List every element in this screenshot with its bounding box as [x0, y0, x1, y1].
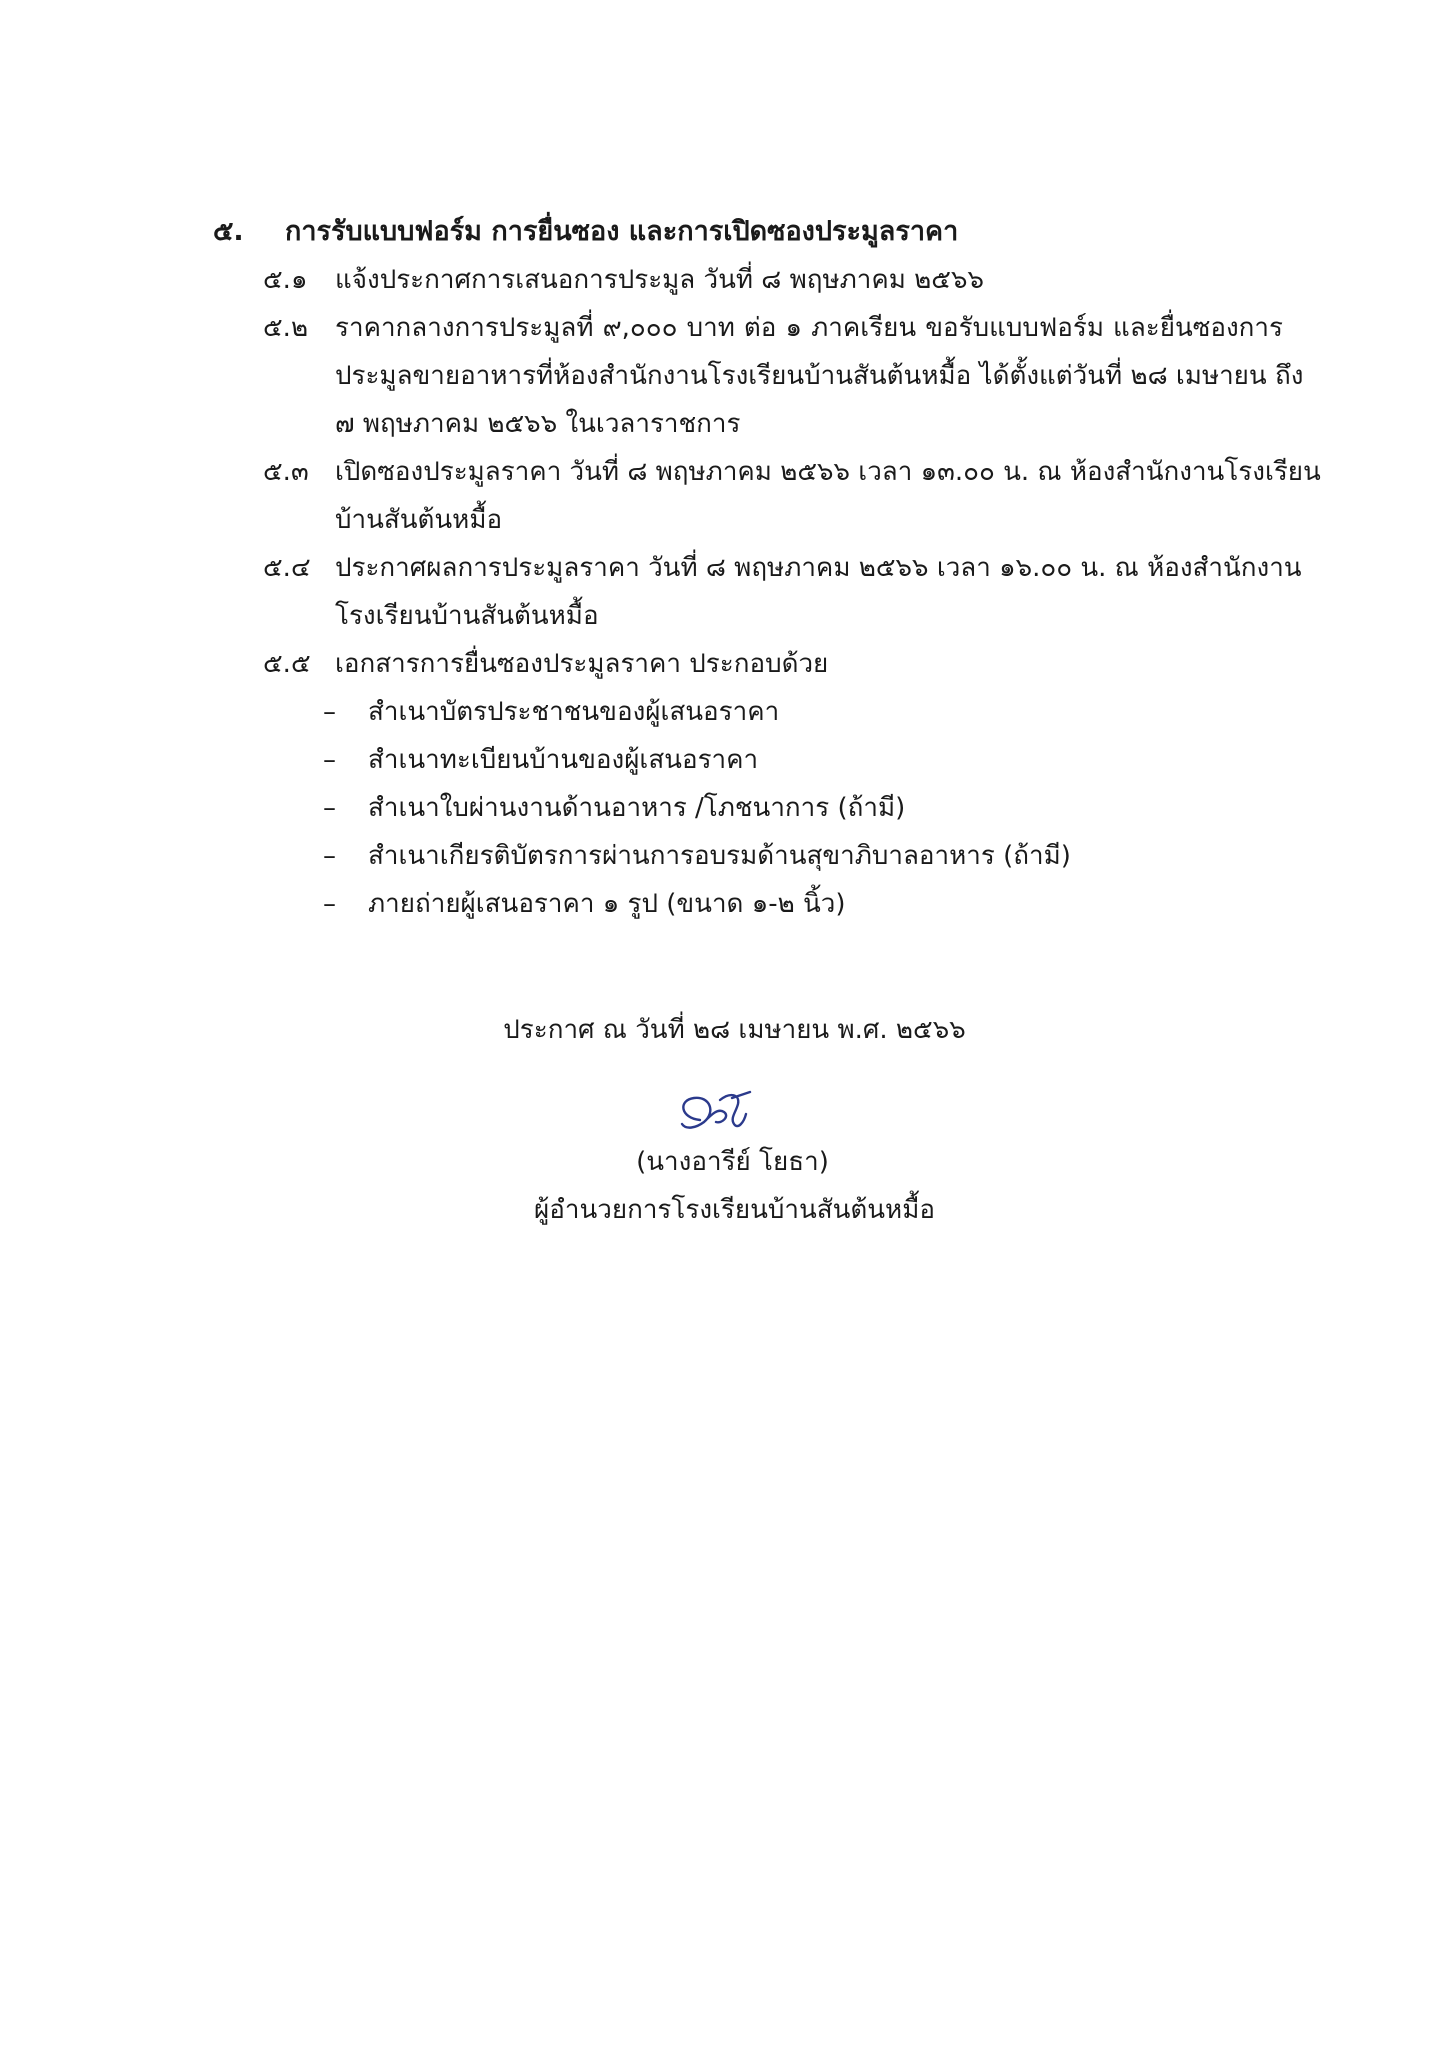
- item-line: ประกาศผลการประมูลราคา วันที่ ๘ พฤษภาคม ๒๕๖๖ เวลา ๑๖.๐๐ น. ณ ห้องสำนักงาน: [335, 553, 1302, 583]
- dash-icon: –: [323, 841, 336, 871]
- signatory-position: ผู้อำนวยการโรงเรียนบ้านสันต้นหมื้อ: [534, 1195, 935, 1225]
- item-5-2: [263, 304, 1304, 448]
- item-line: ๗ พฤษภาคม ๒๕๖๖ ในเวลาราชการ: [335, 409, 741, 439]
- list-item-text: สำเนาทะเบียนบ้านของผู้เสนอราคา: [368, 745, 759, 775]
- item-line: แจ้งประกาศการเสนอการประมูล วันที่ ๘ พฤษภาคม ๒๕๖๖: [335, 265, 984, 295]
- document-list: [323, 688, 1283, 928]
- item-line: บ้านสันต้นหมื้อ: [335, 505, 503, 535]
- section-number: ๕.: [213, 216, 244, 247]
- section-5: [213, 208, 1321, 928]
- list-item: [323, 832, 1283, 880]
- item-5-1: [263, 256, 1283, 304]
- dash-icon: –: [323, 697, 336, 727]
- list-item-text: สำเนาบัตรประชาชนของผู้เสนอราคา: [368, 697, 780, 727]
- item-number: ๕.๕: [263, 649, 311, 679]
- item-text: [335, 256, 1283, 304]
- item-line: เอกสารการยื่นซองประมูลราคา ประกอบด้วย: [335, 649, 829, 679]
- dash-icon: –: [323, 793, 336, 823]
- item-text: [335, 448, 1321, 544]
- list-item: [323, 784, 1283, 832]
- list-item: [323, 736, 1283, 784]
- item-text: [335, 640, 1283, 688]
- dash-icon: –: [323, 889, 336, 919]
- section-title: การรับแบบฟอร์ม การยื่นซอง และการเปิดซองประมูลราคา: [285, 216, 959, 247]
- item-5-4: [263, 544, 1302, 640]
- item-text: [335, 304, 1304, 448]
- item-text: [335, 544, 1302, 640]
- list-item: [323, 880, 1283, 928]
- item-number: ๕.๑: [263, 265, 308, 295]
- list-item-text: สำเนาเกียรติบัตรการผ่านการอบรมด้านสุขาภิบาลอาหาร (ถ้ามี): [368, 841, 1071, 871]
- item-line: ประมูลขายอาหารที่ห้องสำนักงานโรงเรียนบ้านสันต้นหมื้อ ได้ตั้งแต่วันที่ ๒๘ เมษายน ถึง: [335, 361, 1304, 391]
- item-number: ๕.๓: [263, 457, 309, 487]
- announcement-date: ประกาศ ณ วันที่ ๒๘ เมษายน พ.ศ. ๒๕๖๖: [503, 1015, 966, 1045]
- item-5-3: [263, 448, 1321, 544]
- item-line: โรงเรียนบ้านสันต้นหมื้อ: [335, 601, 599, 631]
- item-line: ราคากลางการประมูลที่ ๙,๐๐๐ บาท ต่อ ๑ ภาคเรียน ขอรับแบบฟอร์ม และยื่นซองการ: [335, 313, 1283, 343]
- dash-icon: –: [323, 745, 336, 775]
- list-item: [323, 688, 1283, 736]
- item-line: เปิดซองประมูลราคา วันที่ ๘ พฤษภาคม ๒๕๖๖ เวลา ๑๓.๐๐ น. ณ ห้องสำนักงานโรงเรียน: [335, 457, 1321, 487]
- section-heading: [213, 208, 1283, 256]
- list-item-text: สำเนาใบผ่านงานด้านอาหาร /โภชนาการ (ถ้ามี): [368, 793, 906, 823]
- list-item-text: ภายถ่ายผู้เสนอราคา ๑ รูป (ขนาด ๑-๒ นิ้ว): [368, 889, 846, 919]
- item-number: ๕.๔: [263, 553, 311, 583]
- signatory-name: (นางอารีย์ โยธา): [636, 1147, 829, 1177]
- item-number: ๕.๒: [263, 313, 309, 343]
- item-5-5: [263, 640, 1283, 688]
